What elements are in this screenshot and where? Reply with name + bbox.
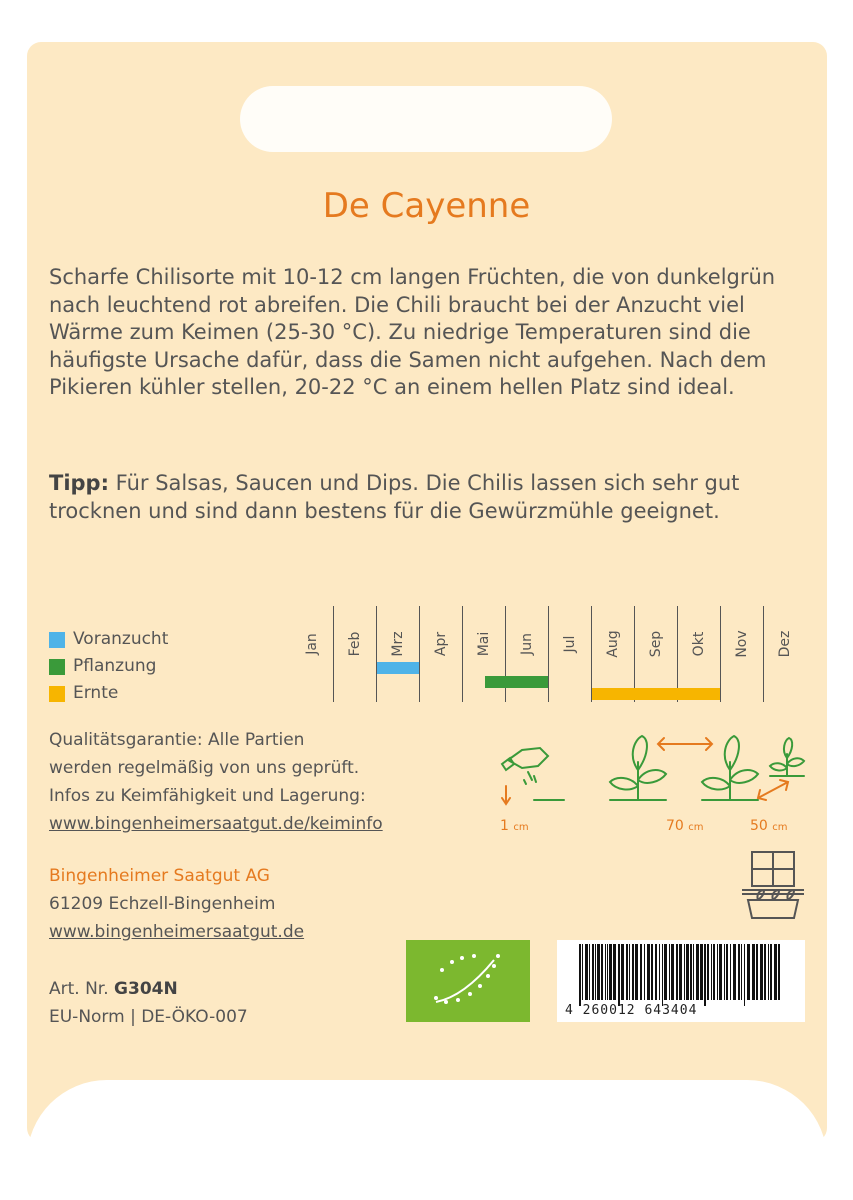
ean-barcode: [557, 940, 805, 1022]
barcode-bar: [669, 944, 670, 1000]
barcode-bar: [726, 944, 728, 1000]
article-info: [49, 975, 248, 1031]
barcode-bar: [671, 944, 674, 1000]
windowsill-icon: [738, 850, 808, 925]
legend-swatch-ernte: [49, 686, 65, 702]
barcode-bar: [595, 944, 596, 1000]
barcode-bar: [582, 944, 583, 1000]
barcode-bar: [635, 944, 638, 1000]
row-spacing-value: 70: [666, 818, 684, 834]
barcode-bar: [733, 944, 736, 1000]
calendar-month-feb: [333, 606, 376, 702]
article-label: Art. Nr.: [49, 979, 115, 999]
barcode-bar: [607, 944, 608, 1000]
sowing-icons: [480, 720, 820, 850]
calendar-month-label: Mai: [476, 631, 492, 657]
keiminfo-link[interactable]: www.bingenheimersaatgut.de/keiminfo: [49, 814, 383, 834]
barcode-bar: [744, 944, 745, 1006]
calendar-month-mrz: [376, 606, 419, 702]
barcode-bar: [693, 944, 694, 1000]
barcode-bar: [609, 944, 612, 1000]
product-title: De Cayenne: [322, 186, 531, 226]
calendar-month-label: Feb: [347, 631, 363, 657]
barcode-bar: [774, 944, 777, 1000]
barcode-bar: [621, 944, 624, 1000]
sowing-pictogram-icon: [480, 720, 820, 820]
barcode-bar: [679, 944, 682, 1000]
barcode-bar: [717, 944, 718, 1000]
calendar-month-label: Dez: [777, 630, 793, 658]
barcode-bar: [707, 944, 709, 1000]
quality-line: Qualitätsgarantie: Alle Partien: [49, 730, 305, 750]
barcode-bar: [690, 944, 692, 1000]
calendar-bar-ernte: [592, 688, 720, 700]
barcode-bar: [768, 944, 769, 1000]
calendar-month-jul: [548, 606, 591, 702]
barcode-bar: [778, 944, 780, 1000]
sowing-depth-value: 1: [500, 818, 509, 834]
cultivation-calendar: [290, 606, 806, 702]
quality-line: Infos zu Keimfähigkeit und Lagerung:: [49, 786, 366, 806]
barcode-bar: [597, 944, 600, 1000]
legend-swatch-pflanzung: [49, 659, 65, 675]
tip-label: Tipp:: [49, 471, 109, 495]
barcode-bar: [647, 944, 650, 1000]
barcode-bar: [752, 944, 755, 1000]
barcode-bar: [764, 944, 766, 1000]
barcode-bar: [747, 944, 750, 1000]
unit-label: cm: [772, 822, 788, 833]
barcode-bar: [756, 944, 758, 1000]
unit-label: cm: [513, 822, 529, 833]
article-number-line: [49, 975, 248, 1003]
barcode-bar: [618, 944, 620, 1006]
tip-body: Für Salsas, Saucen und Dips. Die Chilis lassen sich sehr gut trocknen und sind dann bestens für die Gewürzmühle geeignet.: [49, 471, 740, 523]
barcode-bar: [696, 944, 699, 1000]
calendar-legend: [49, 626, 168, 707]
barcode-bar: [770, 944, 772, 1000]
legend-label: Ernte: [73, 683, 119, 703]
barcode-bar: [730, 944, 731, 1000]
calendar-month-label: Jun: [519, 633, 535, 655]
calendar-month-label: Mrz: [390, 631, 406, 657]
barcode-bar: [644, 944, 645, 1000]
barcode-bar: [741, 944, 742, 1000]
calendar-month-jan: [290, 606, 333, 702]
legend-label: Pflanzung: [73, 656, 157, 676]
barcode-bar: [719, 944, 722, 1000]
unit-label: cm: [688, 822, 704, 833]
legend-label: Voranzucht: [73, 629, 169, 649]
barcode-bar: [724, 944, 725, 1000]
barcode-bar: [579, 944, 581, 1006]
calendar-bar-voranzucht: [377, 662, 419, 674]
barcode-bar: [592, 944, 594, 1000]
barcode-bar: [738, 944, 740, 1000]
legend-item-voranzucht: [49, 626, 168, 653]
barcode-bar: [651, 944, 653, 1000]
barcode-bar: [585, 944, 588, 1000]
barcode-bar: [686, 944, 689, 1000]
barcode-bar: [632, 944, 634, 1000]
tip-text: [49, 470, 809, 525]
product-description: Scharfe Chilisorte mit 10-12 cm langen Früchten, die von dunkelgrün nach leuchtend rot abreifen. Die Chili braucht bei der Anzucht viel Wärme zum Keimen (25-30 °C). Zu niedrige Temperaturen sind die häufigste Ursache dafür, dass die Samen nicht aufgehen. Nach dem Pikieren kühler stellen, 20-22 °C an einem hellen Platz sind ideal.: [49, 265, 776, 399]
row-spacing-label: [666, 818, 704, 834]
calendar-month-label: Aug: [605, 630, 621, 658]
company-website-link[interactable]: www.bingenheimersaatgut.de: [49, 922, 305, 942]
sowing-depth-label: [500, 818, 529, 834]
barcode-bar: [700, 944, 703, 1000]
article-number: G304N: [114, 979, 178, 999]
quality-line: werden regelmäßig von uns geprüft.: [49, 758, 360, 778]
calendar-month-label: Jul: [562, 635, 578, 653]
calendar-bar-pflanzung: [485, 676, 548, 688]
calendar-month-label: Okt: [691, 631, 707, 657]
barcode-bar: [629, 944, 630, 1000]
eu-organic-logo: [406, 940, 530, 1022]
calendar-month-label: Jan: [303, 633, 320, 655]
company-address: 61209 Echzell-Bingenheim: [49, 894, 276, 914]
barcode-digits: 4 260012 643404: [565, 1003, 698, 1018]
barcode-bar: [713, 944, 715, 1000]
barcode-bar: [662, 944, 663, 1006]
barcode-bar: [605, 944, 606, 1000]
barcode-bar: [711, 944, 712, 1000]
calendar-month-label: Nov: [734, 630, 750, 658]
barcode-bar: [613, 944, 616, 1000]
company-info: [49, 862, 304, 946]
legend-item-pflanzung: [49, 653, 168, 680]
barcode-bar: [684, 944, 685, 1000]
calendar-month-nov: [720, 606, 763, 702]
barcode-bar: [760, 944, 763, 1000]
barcode-bar: [640, 944, 642, 1000]
company-name: Bingenheimer Saatgut AG: [49, 866, 270, 886]
eu-norm-code: EU-Norm | DE-ÖKO-007: [49, 1007, 248, 1027]
barcode-bar: [589, 944, 590, 1000]
barcode-bar: [659, 944, 660, 1000]
hanging-hole: [240, 86, 612, 152]
barcode-bar: [655, 944, 657, 1000]
calendar-month-dez: [763, 606, 806, 702]
eu-leaf-stars-icon: [406, 940, 530, 1022]
legend-swatch-voranzucht: [49, 632, 65, 648]
calendar-month-label: Sep: [648, 630, 664, 658]
legend-item-ernte: [49, 680, 168, 707]
barcode-bar: [704, 944, 706, 1006]
plant-spacing-label: [750, 818, 788, 834]
calendar-month-apr: [419, 606, 462, 702]
calendar-month-label: Apr: [433, 631, 449, 657]
plant-spacing-value: 50: [750, 818, 768, 834]
barcode-bar: [601, 944, 603, 1000]
barcode-bar: [676, 944, 678, 1000]
barcode-bar: [664, 944, 667, 1000]
bottom-flap: [27, 1080, 827, 1200]
barcode-bar: [626, 944, 628, 1000]
quality-guarantee: [49, 726, 383, 838]
